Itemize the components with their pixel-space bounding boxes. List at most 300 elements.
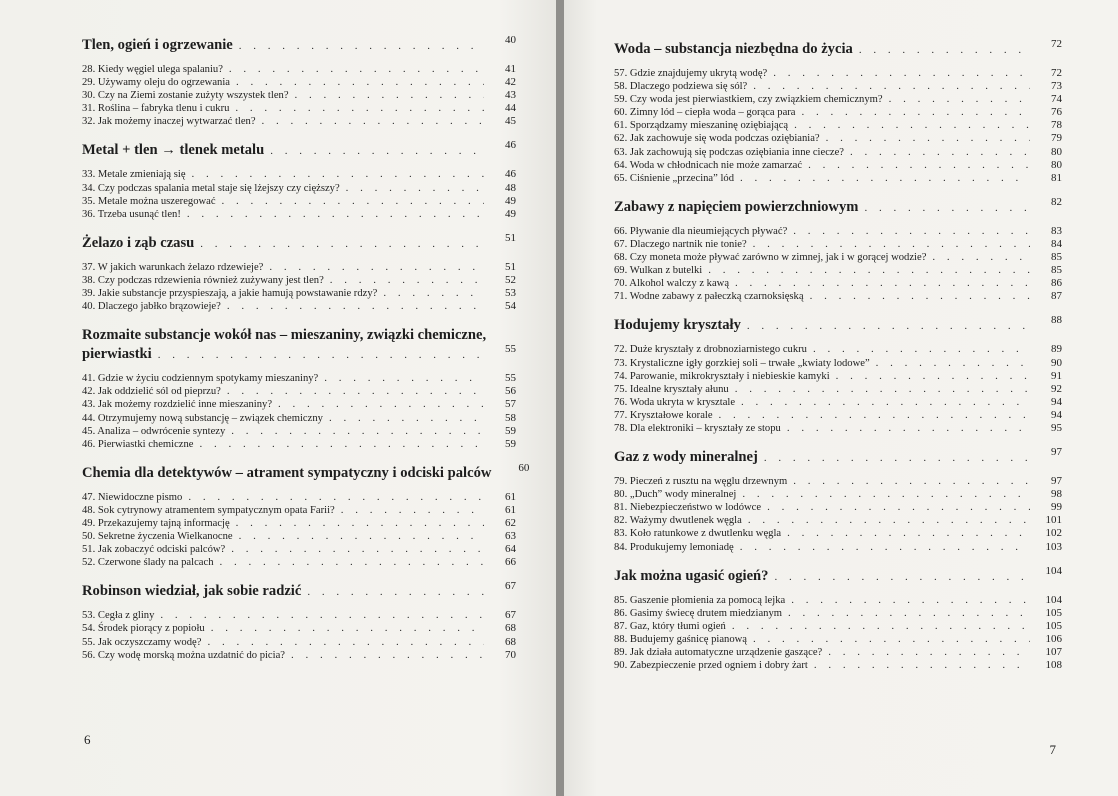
dot-leader — [188, 491, 484, 504]
section-title: Rozmaite substancje wokół nas – mieszaniny, związki chemiczne, — [82, 327, 487, 344]
dot-leader — [270, 142, 484, 161]
dot-leader — [802, 106, 1030, 119]
dot-leader — [330, 274, 484, 287]
section-page: 40 — [505, 34, 516, 46]
toc-entry — [82, 412, 516, 425]
toc-entry — [82, 517, 516, 530]
entry-page: 98 — [1051, 488, 1062, 501]
entry-page: 51 — [505, 260, 516, 273]
entry-page: 61 — [505, 490, 516, 503]
toc-entry — [82, 438, 516, 451]
entry-page: 72 — [1051, 67, 1062, 79]
entry-page: 91 — [1051, 369, 1062, 382]
entry-page: 108 — [1045, 659, 1062, 672]
entry-list — [82, 261, 516, 313]
section-page: 60 — [518, 461, 530, 474]
toc-section — [614, 448, 1062, 554]
entry-list — [82, 372, 516, 451]
entry-title: 90. Zabezpieczenie przed ogniem i dobry żart — [614, 660, 808, 672]
dot-leader — [192, 168, 484, 181]
toc-section — [614, 564, 1062, 673]
entry-title: 60. Zimny lód – ciepła woda – gorąca para — [614, 107, 796, 119]
toc-section — [614, 195, 1062, 304]
dot-leader — [239, 37, 484, 56]
entry-title: 33. Metale zmieniają się — [82, 169, 186, 181]
entry-title: 45. Analiza – odwrócenie syntezy — [82, 425, 226, 437]
entry-page: 49 — [505, 194, 516, 207]
toc-entry — [614, 106, 1062, 119]
entry-title: 66. Pływanie dla nieumiejących pływać? — [614, 225, 788, 237]
entry-title: 77. Kryształowe korale — [614, 409, 713, 421]
toc-entry — [82, 556, 516, 569]
entry-page: 89 — [1051, 343, 1062, 356]
entry-title: 34. Czy podczas spalania metal staje się lżejszy czy cięższy? — [82, 182, 340, 194]
entry-title: 51. Jak zobaczyć odciski palców? — [82, 544, 226, 556]
entry-title: 32. Jak możemy inaczej wytwarzać tlen? — [82, 116, 256, 128]
entry-title: 54. Środek piorący z popiołu — [82, 623, 205, 635]
entry-title: 52. Czerwone ślady na palcach — [82, 557, 214, 569]
dot-leader — [753, 80, 1030, 93]
section-title: Tlen, ogień i ogrzewanie — [82, 37, 233, 53]
entry-page: 94 — [1051, 395, 1062, 408]
entry-list — [614, 67, 1062, 185]
dot-leader — [220, 556, 485, 569]
entry-page: 55 — [505, 372, 516, 385]
dot-leader — [836, 370, 1030, 383]
dot-leader — [160, 609, 484, 622]
section-title: Gaz z wody mineralnej — [614, 449, 758, 466]
dot-leader — [307, 583, 484, 602]
entry-page: 97 — [1051, 475, 1062, 488]
dot-leader — [808, 159, 1030, 172]
toc-entry — [614, 594, 1062, 607]
section-title: Woda – substancja niezbędna do życia — [614, 41, 853, 57]
entry-title: 55. Jak oczyszczamy wodę? — [82, 636, 202, 648]
entry-page: 84 — [1051, 237, 1062, 250]
toc-entry — [614, 132, 1062, 145]
toc-entry — [614, 646, 1062, 659]
section-heading — [614, 564, 1062, 587]
entry-title: 83. Koło ratunkowe z dwutlenku węgla — [614, 528, 782, 540]
toc-entry — [614, 264, 1062, 277]
section-title: Zabawy z napięciem powierzchniowym — [614, 198, 859, 215]
entry-page: 41 — [505, 63, 516, 75]
dot-leader — [735, 383, 1030, 396]
toc-entry — [82, 372, 516, 385]
entry-title: 82. Ważymy dwutlenek węgla — [614, 515, 742, 527]
toc-entry — [82, 76, 516, 89]
toc-entry — [82, 425, 516, 438]
entry-page: 87 — [1051, 290, 1062, 303]
toc-entry — [82, 622, 516, 635]
toc-entry — [614, 501, 1062, 514]
entry-title: 78. Dla elektroniki – kryształy ze stopu — [614, 422, 781, 434]
entry-title: 56. Czy wodę morską można uzdatnić do picia? — [82, 649, 285, 661]
entry-page: 78 — [1051, 119, 1062, 132]
entry-title: 40. Dlaczego jabłko brązowieje? — [82, 301, 221, 313]
entry-title: 38. Czy podczas rdzewienia również zużywany jest tlen? — [82, 274, 324, 286]
dot-leader — [864, 199, 1030, 218]
toc-entry — [614, 383, 1062, 396]
entry-page: 85 — [1051, 264, 1062, 277]
dot-leader — [764, 449, 1030, 468]
toc-entry — [82, 491, 516, 504]
entry-title: 72. Duże kryształy z drobnoziarnistego cukru — [614, 344, 807, 356]
entry-list — [614, 343, 1062, 435]
entry-page: 80 — [1051, 145, 1062, 158]
entry-page: 79 — [1051, 132, 1062, 145]
section-heading-line — [82, 345, 516, 365]
entry-title: 36. Trzeba usunąć tlen! — [82, 208, 181, 220]
dot-leader — [200, 438, 485, 451]
toc-entry — [82, 398, 516, 411]
dot-leader — [295, 89, 484, 102]
table-of-contents-right — [614, 40, 1062, 672]
toc-entry — [614, 67, 1062, 80]
section-title: Hodujemy kryształy — [614, 317, 741, 334]
toc-entry — [614, 475, 1062, 488]
entry-title: 49. Przekazujemy tajną informację — [82, 517, 230, 529]
dot-leader — [222, 195, 484, 208]
entry-title: 65. Ciśnienie „przecina” lód — [614, 172, 735, 184]
dot-leader — [278, 398, 484, 411]
toc-entry — [82, 274, 516, 287]
entry-title: 86. Gasimy świecę drutem miedzianym — [614, 607, 782, 619]
toc-entry — [82, 530, 516, 543]
entry-page: 83 — [1051, 224, 1062, 237]
dot-leader — [227, 300, 484, 313]
entry-title: 75. Idealne kryształy ałunu — [614, 383, 729, 395]
entry-page: 86 — [1051, 277, 1062, 290]
dot-leader — [788, 607, 1030, 620]
dot-leader — [187, 208, 484, 221]
toc-entry — [614, 409, 1062, 422]
entry-title: 88. Budujemy gaśnicę pianową — [614, 633, 747, 645]
dot-leader — [227, 385, 484, 398]
toc-entry — [614, 527, 1062, 540]
section-title: Robinson wiedział, jak sobie radzić — [82, 583, 302, 600]
toc-entry — [614, 146, 1062, 159]
entry-page: 85 — [1051, 251, 1062, 264]
dot-leader — [791, 594, 1030, 607]
toc-entry — [82, 649, 516, 662]
toc-entry — [614, 93, 1062, 106]
entry-page: 67 — [505, 609, 516, 622]
dot-leader — [793, 225, 1030, 238]
toc-entry — [82, 63, 516, 76]
dot-leader — [158, 346, 484, 365]
dot-leader — [742, 488, 1030, 501]
toc-entry — [82, 609, 516, 622]
toc-entry — [82, 300, 516, 313]
entry-page: 53 — [505, 287, 516, 300]
dot-leader — [719, 409, 1030, 422]
left-page — [0, 0, 556, 796]
entry-title: 68. Czy moneta może pływać zarówno w zimnej, jak i w gorącej wodzie? — [614, 252, 927, 264]
entry-page: 105 — [1045, 606, 1062, 619]
entry-page: 103 — [1045, 540, 1062, 553]
entry-title: 42. Jak oddzielić sól od pieprzu? — [82, 386, 221, 398]
toc-entry — [82, 261, 516, 274]
entry-page: 49 — [505, 207, 516, 220]
toc-section — [82, 36, 516, 128]
dot-leader — [740, 541, 1030, 554]
toc-entry — [614, 541, 1062, 554]
entry-page: 104 — [1045, 593, 1062, 606]
entry-title: 69. Wulkan z butelki — [614, 265, 703, 277]
dot-leader — [741, 396, 1030, 409]
dot-leader — [211, 622, 484, 635]
section-page: 82 — [1051, 195, 1062, 208]
entry-title: 28. Kiedy węgiel ulega spalaniu? — [82, 64, 223, 75]
entry-title: 84. Produkujemy lemoniadę — [614, 541, 734, 553]
dot-leader — [876, 357, 1030, 370]
toc-entry — [82, 102, 516, 115]
toc-entry — [82, 208, 516, 221]
toc-entry — [82, 504, 516, 517]
entry-page: 106 — [1045, 632, 1062, 645]
section-heading — [614, 40, 1062, 60]
entry-page: 44 — [505, 102, 516, 115]
entry-page: 95 — [1051, 421, 1062, 434]
dot-leader — [787, 422, 1030, 435]
dot-leader — [200, 235, 484, 254]
entry-title: 63. Jak zachowują się podczas oziębiania inne ciecze? — [614, 146, 845, 158]
entry-title: 85. Gaszenie płomienia za pomocą lejka — [614, 594, 786, 606]
dot-leader — [329, 412, 484, 425]
toc-entry — [614, 396, 1062, 409]
entry-page: 90 — [1051, 356, 1062, 369]
dot-leader — [828, 646, 1030, 659]
dot-leader — [269, 261, 484, 274]
toc-entry — [82, 385, 516, 398]
entry-page: 63 — [505, 530, 516, 543]
dot-leader — [291, 649, 484, 662]
page-number: 6 — [84, 732, 91, 747]
toc-entry — [614, 620, 1062, 633]
dot-leader — [767, 501, 1030, 514]
toc-entry — [614, 633, 1062, 646]
entry-list — [82, 609, 516, 661]
dot-leader — [207, 636, 484, 649]
dot-leader — [236, 76, 484, 89]
entry-page: 62 — [505, 516, 516, 529]
toc-entry — [614, 514, 1062, 527]
dot-leader — [346, 182, 484, 195]
toc-entry — [82, 182, 516, 195]
dot-leader — [735, 277, 1030, 290]
dot-leader — [708, 264, 1030, 277]
toc-entry — [614, 159, 1062, 172]
dot-leader — [774, 568, 1030, 587]
entry-page: 52 — [505, 273, 516, 286]
entry-page: 57 — [505, 398, 516, 411]
entry-title: 35. Metale można uszeregować — [82, 195, 216, 207]
entry-title: 62. Jak zachowuje się woda podczas oziębiania? — [614, 133, 820, 145]
dot-leader — [740, 172, 1030, 185]
entry-page: 64 — [505, 543, 516, 556]
entry-page: 101 — [1045, 514, 1062, 527]
entry-title: 29. Używamy oleju do ogrzewania — [82, 77, 230, 89]
toc-entry — [82, 287, 516, 300]
entry-page: 74 — [1051, 93, 1062, 106]
dot-leader — [850, 146, 1030, 159]
toc-entry — [614, 343, 1062, 356]
entry-title: 47. Niewidoczne pismo — [82, 491, 183, 503]
entry-page: 56 — [505, 385, 516, 398]
entry-title: 80. „Duch” wody mineralnej — [614, 489, 737, 501]
entry-list — [614, 475, 1062, 554]
dot-leader — [236, 517, 484, 530]
entry-title: 74. Parowanie, mikrokryształy i niebieskie kamyki — [614, 370, 830, 382]
toc-section — [82, 461, 530, 570]
toc-entry — [614, 659, 1062, 672]
entry-title: 89. Jak działa automatyczne urządzenie gaszące? — [614, 647, 823, 658]
entry-page: 66 — [505, 556, 516, 569]
toc-entry — [614, 488, 1062, 501]
toc-entry — [614, 607, 1062, 620]
toc-entry — [614, 357, 1062, 370]
entry-list — [82, 491, 516, 570]
dot-leader — [747, 317, 1030, 336]
entry-page: 73 — [1051, 80, 1062, 93]
entry-title: 67. Dlaczego nartnik nie tonie? — [614, 238, 747, 250]
entry-list — [614, 594, 1062, 673]
section-page: 97 — [1051, 446, 1062, 459]
entry-title: 61. Sporządzamy mieszaninę oziębiającą — [614, 120, 789, 132]
entry-title: 39. Jakie substancje przyspieszają, a jakie hamują powstawanie rdzy? — [82, 288, 378, 300]
toc-section — [82, 326, 516, 451]
entry-title: 50. Sekretne życzenia Wielkanocne — [82, 531, 233, 543]
entry-page: 81 — [1051, 171, 1062, 184]
toc-section — [614, 40, 1062, 185]
toc-section — [614, 316, 1062, 435]
entry-page: 105 — [1045, 619, 1062, 632]
toc-entry — [614, 422, 1062, 435]
entry-page: 46 — [505, 168, 516, 181]
entry-title: 70. Alkohol walczy z kawą — [614, 278, 730, 290]
entry-page: 42 — [505, 76, 516, 89]
dot-leader — [793, 475, 1030, 488]
toc-entry — [614, 290, 1062, 303]
entry-title: 44. Otrzymujemy nową substancję – związek chemiczny — [82, 412, 323, 424]
section-title-continued: pierwiastki — [82, 346, 152, 363]
toc-entry — [614, 225, 1062, 238]
entry-list — [614, 225, 1062, 304]
dot-leader — [810, 290, 1030, 303]
dot-leader — [229, 63, 484, 76]
entry-page: 80 — [1051, 158, 1062, 171]
toc-entry — [614, 80, 1062, 93]
dot-leader — [826, 132, 1030, 145]
entry-title: 30. Czy na Ziemi zostanie zużyty wszystek tlen? — [82, 90, 289, 102]
section-page: 104 — [1045, 564, 1062, 577]
entry-list — [82, 168, 516, 220]
section-page: 72 — [1051, 38, 1062, 50]
toc-entry — [82, 195, 516, 208]
toc-entry — [82, 168, 516, 181]
dot-leader — [235, 102, 484, 115]
section-heading — [82, 582, 516, 602]
toc-entry — [82, 543, 516, 556]
entry-title: 58. Dlaczego podziewa się sól? — [614, 81, 748, 93]
dot-leader — [383, 287, 484, 300]
entry-title: 73. Krystaliczne igły gorzkiej soli – trwałe „kwiaty lodowe” — [614, 357, 870, 369]
toc-entry — [614, 172, 1062, 185]
entry-page: 92 — [1051, 382, 1062, 395]
section-title: Metal + tlen → tlenek metalu — [82, 142, 265, 159]
entry-page: 68 — [505, 635, 516, 648]
dot-leader — [262, 115, 484, 128]
entry-page: 48 — [505, 181, 516, 194]
toc-entry — [82, 89, 516, 102]
dot-leader — [324, 372, 484, 385]
dot-leader — [859, 41, 1030, 60]
entry-page: 70 — [505, 648, 516, 661]
entry-title: 37. W jakich warunkach żelazo rdzewieje? — [82, 261, 264, 273]
dot-leader — [773, 67, 1030, 80]
dot-leader — [794, 119, 1030, 132]
entry-title: 41. Gdzie w życiu codziennym spotykamy mieszaniny? — [82, 373, 319, 385]
toc-entry — [614, 251, 1062, 264]
entry-title: 71. Wodne zabawy z pałeczką czarnoksięską — [614, 291, 804, 303]
section-heading — [82, 231, 516, 254]
entry-page: 102 — [1045, 527, 1062, 540]
dot-leader — [813, 343, 1030, 356]
toc-entry — [82, 636, 516, 649]
dot-leader — [231, 543, 484, 556]
entry-title: 76. Woda ukryta w krysztale — [614, 396, 736, 408]
entry-page: 54 — [505, 300, 516, 313]
dot-leader — [239, 530, 484, 543]
entry-title: 59. Czy woda jest pierwiastkiem, czy związkiem chemicznym? — [614, 94, 883, 106]
dot-leader — [787, 527, 1030, 540]
entry-page: 61 — [505, 503, 516, 516]
toc-section — [82, 141, 516, 220]
dot-leader — [814, 659, 1030, 672]
section-heading — [82, 36, 516, 56]
entry-title: 43. Jak możemy rozdzielić inne mieszaniny? — [82, 399, 273, 411]
section-page: 88 — [1051, 314, 1062, 327]
toc-section — [82, 231, 516, 313]
right-page — [564, 0, 1118, 796]
section-page: 67 — [505, 580, 516, 593]
section-page: 51 — [505, 231, 516, 244]
dot-leader — [732, 620, 1030, 633]
entry-page: 43 — [505, 89, 516, 102]
section-title: Żelazo i ząb czasu — [82, 234, 195, 251]
dot-leader — [932, 251, 1030, 264]
entry-list — [82, 63, 516, 128]
dot-leader — [231, 425, 484, 438]
section-title: Chemia dla detektywów – atrament sympatyczny i odciski palców — [82, 464, 492, 481]
entry-title: 81. Niebezpieczeństwo w lodówce — [614, 502, 762, 514]
section-page: 55 — [505, 343, 516, 356]
dot-leader — [753, 633, 1030, 646]
entry-page: 99 — [1051, 501, 1062, 514]
entry-page: 45 — [505, 115, 516, 128]
toc-entry — [614, 119, 1062, 132]
dot-leader — [341, 504, 484, 517]
section-heading — [614, 195, 1062, 218]
toc-entry — [614, 238, 1062, 251]
entry-title: 79. Pieczeń z rusztu na węglu drzewnym — [614, 476, 788, 488]
entry-page: 58 — [505, 411, 516, 424]
entry-title: 57. Gdzie znajdujemy ukrytą wodę? — [614, 68, 768, 79]
entry-title: 46. Pierwiastki chemiczne — [82, 438, 194, 450]
section-heading — [82, 326, 516, 365]
dot-leader — [748, 514, 1030, 527]
